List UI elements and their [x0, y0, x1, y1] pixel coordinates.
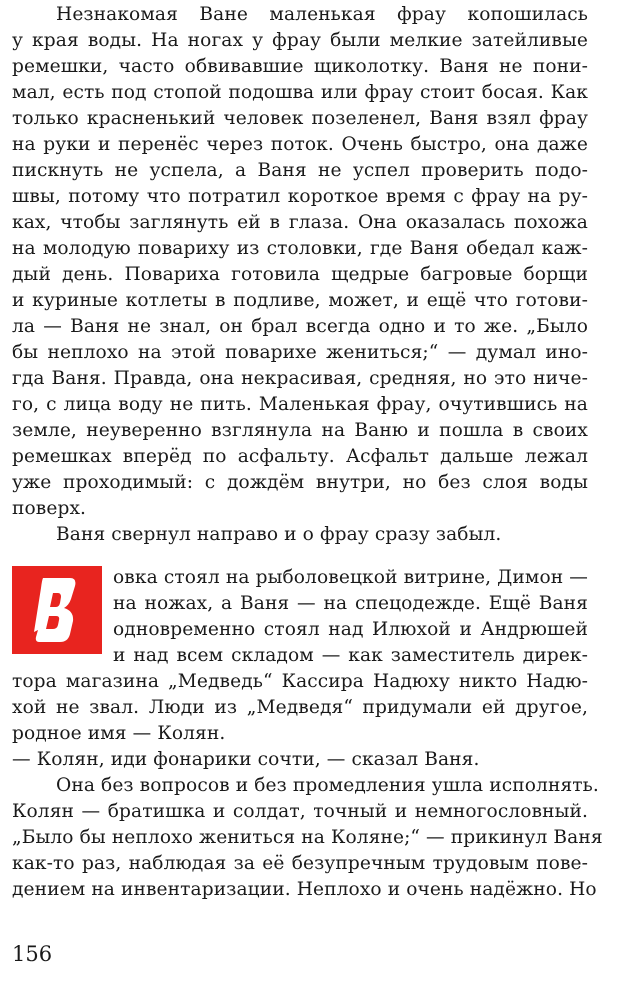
text-line: только красненький человек позеленел, Ваня взял фрау [12, 108, 588, 129]
text-line: земле, неуверенно взглянула на Ваню и пошла в своих [12, 420, 588, 441]
text-line: на руки и перенёс через поток. Очень быстро, она даже [12, 134, 588, 155]
text-line: на ножах, а Ваня — на спецодежде. Ещё Ваня [113, 593, 588, 614]
text-line: и над всем складом — как заместитель дирек- [113, 645, 588, 666]
text-line: „Было бы неплохо жениться на Коляне;“ — прикинул Ваня [12, 827, 603, 848]
text-line: родное имя — Колян. [12, 723, 226, 744]
text-line: дением на инвентаризации. Неплохо и очень надёжно. Но [12, 879, 597, 900]
text-line: Незнакомая Ване маленькая фрау копошилась [56, 4, 588, 25]
text-line: поверх. [12, 498, 87, 519]
text-line: ремешках вперёд по асфальту. Асфальт дальше лежал [12, 446, 588, 467]
dropcap-letter-icon [12, 566, 102, 654]
text-line: мал, есть под стопой подошва или фрау стоит босая. Как [12, 82, 588, 103]
text-line: как-то раз, наблюдая за её безупречным трудовым пове- [12, 853, 588, 874]
text-line: овка стоял на рыболовецкой витрине, Димон — [113, 567, 588, 588]
text-line: уже проходимый: с дождём внутри, но без слоя воды [12, 472, 588, 493]
text-line: бы неплохо на этой поварихе жениться;“ — думал ино- [12, 342, 588, 363]
text-line: Ваня свернул направо и о фрау сразу забыл. [56, 524, 502, 545]
text-line: ремешки, часто обвивавшие щиколотку. Ваня не пони- [12, 56, 588, 77]
text-line: тора магазина „Медведь“ Кассира Надюху никто Надю- [12, 671, 588, 692]
text-line: — Колян, иди фонарики сочти, — сказал Ваня. [12, 749, 480, 770]
text-line: гда Ваня. Правда, она некрасивая, средняя, но это ниче- [12, 368, 588, 389]
text-line: Она без вопросов и без промедления ушла исполнять. [56, 775, 599, 796]
text-line: и куриные котлеты в подливе, может, и ещё что готови- [12, 290, 588, 311]
text-line: дый день. Повариха готовила щедрые багровые борщи [12, 264, 588, 285]
text-line: го, с лица воду не пить. Маленькая фрау, очутившись на [12, 394, 588, 415]
text-line: одновременно стоял над Илюхой и Андрюшей [113, 619, 588, 640]
page-number: 156 [12, 942, 53, 966]
text-line: ла — Ваня не знал, он брал всегда одно и то же. „Было [12, 316, 588, 337]
text-line: пискнуть не успела, а Ваня не успел проверить подо- [12, 160, 588, 181]
text-line: у края воды. На ногах у фрау были мелкие затейливые [12, 30, 588, 51]
text-line: ках, чтобы заглянуть ей в глаза. Она оказалась похожа [12, 212, 588, 233]
text-line: швы, потому что потратил короткое время с фрау на ру- [12, 186, 588, 207]
text-line: хой не звал. Люди из „Медведя“ придумали ей другое, [12, 697, 588, 718]
text-line: Колян — братишка и солдат, точный и немногословный. [12, 801, 588, 822]
text-line: на молодую повариху из столовки, где Ваня обедал каж- [12, 238, 588, 259]
